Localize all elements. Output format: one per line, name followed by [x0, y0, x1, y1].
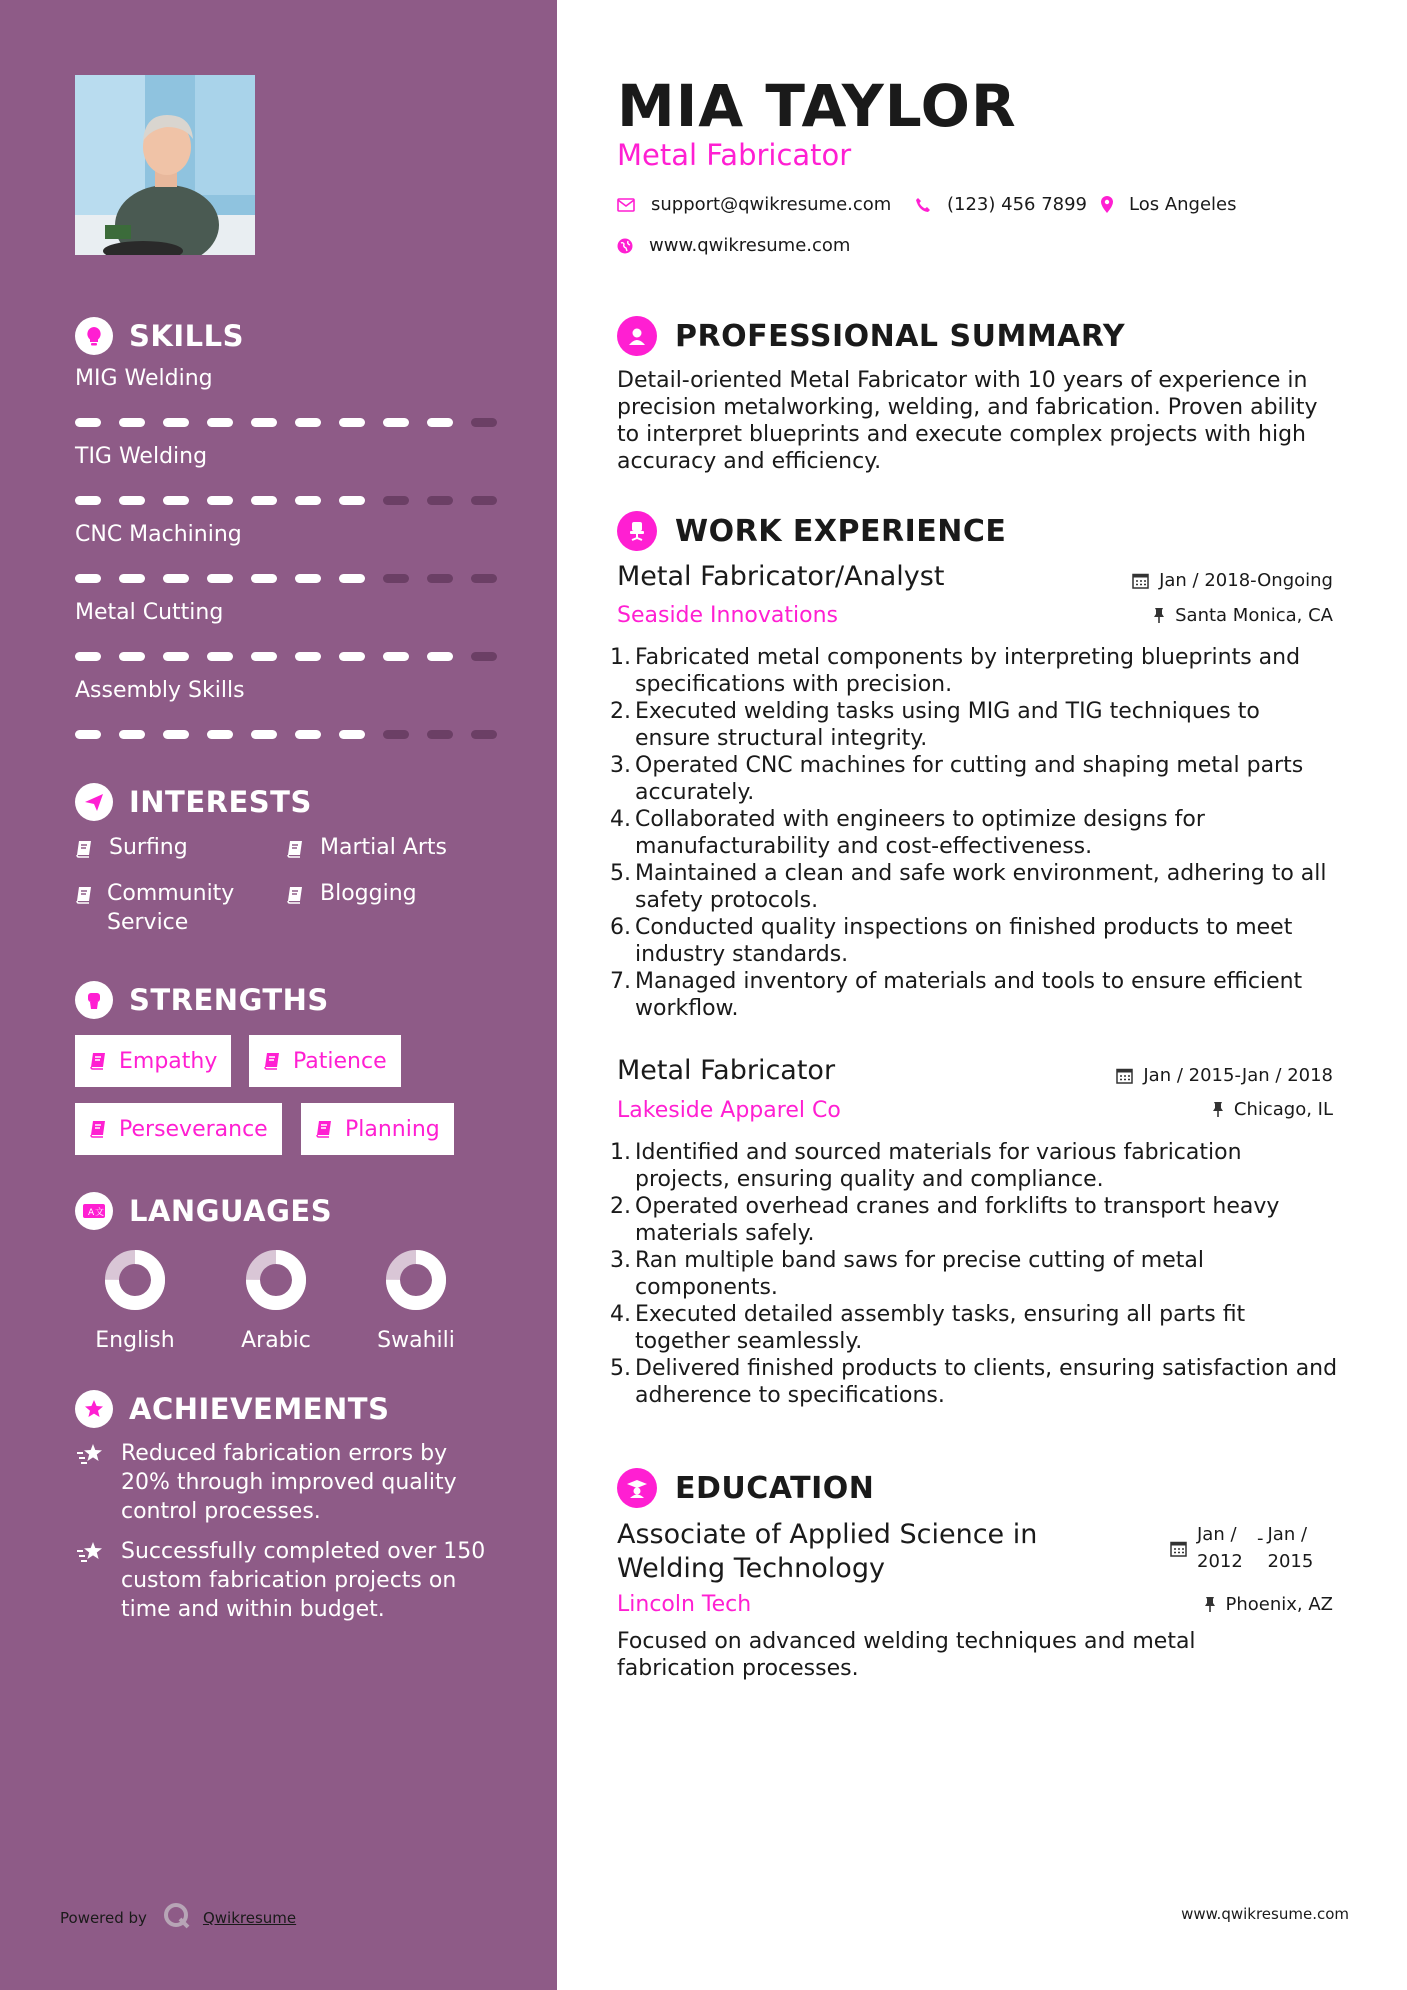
skill-level-segment — [295, 418, 321, 427]
book-icon — [89, 1052, 107, 1070]
skill-level-segment — [339, 418, 365, 427]
skill-level-segment — [471, 418, 497, 427]
skill-level-segment — [383, 730, 409, 739]
degree-title: Associate of Applied Science in Welding Technology — [617, 1519, 1038, 1584]
skill-level-segment — [207, 652, 233, 661]
skill-level-segment — [251, 496, 277, 505]
school-name: Lincoln Tech — [617, 1592, 752, 1617]
list-item: 7. Managed inventory of materials and tools to ensure efficient workflow. — [610, 969, 1303, 1021]
calendar-icon — [1132, 572, 1149, 589]
book-icon — [286, 879, 306, 912]
experience-heading: WORK EXPERIENCE — [617, 511, 1006, 551]
skill-name: MIG Welding — [75, 366, 213, 391]
list-item: 5. Maintained a clean and safe work environment, adhering to all safety protocols. — [610, 861, 1327, 913]
skill-level-segment — [427, 496, 453, 505]
skill-level-segment — [119, 418, 145, 427]
skill-level-segment — [163, 730, 189, 739]
skill-level-segment — [163, 574, 189, 583]
star-icon — [75, 1390, 113, 1428]
user-icon — [617, 316, 657, 356]
qwikresume-logo-icon — [163, 1902, 191, 1934]
job-title: Metal Fabricator/Analyst — [617, 561, 945, 592]
skill-level-segment — [251, 730, 277, 739]
book-icon — [89, 1120, 107, 1138]
contact-email[interactable]: support@qwikresume.com — [617, 194, 891, 215]
qwikresume-link[interactable]: Qwikresume — [202, 1909, 297, 1927]
skill-level-segment — [119, 730, 145, 739]
skill-name: CNC Machining — [75, 522, 242, 547]
skills-heading: SKILLS — [75, 317, 244, 355]
skill-level-segment — [383, 652, 409, 661]
achievements-heading: ACHIEVEMENTS — [75, 1390, 389, 1428]
summary-text: Detail-oriented Metal Fabricator with 10 years of experience in precision metalworking, welding, and fabrication. Proven ability to interpret blueprints and execute complex projects with high accuracy and efficiency. — [617, 368, 1318, 474]
skill-level-segment — [339, 574, 365, 583]
skill-level-segment — [251, 574, 277, 583]
pushpin-icon — [1204, 1596, 1216, 1613]
education-heading: EDUCATION — [617, 1468, 874, 1508]
skill-level-segment — [163, 418, 189, 427]
language-swahili: Swahili — [361, 1248, 471, 1353]
interest-item: Community Service — [75, 879, 265, 937]
language-arabic: Arabic — [221, 1248, 331, 1353]
summary-heading: PROFESSIONAL SUMMARY — [617, 316, 1125, 356]
list-item: 1. Identified and sourced materials for various fabrication projects, ensuring quality and compliance. — [610, 1140, 1242, 1192]
language-ring — [103, 1248, 167, 1312]
list-item: 3. Operated CNC machines for cutting and shaping metal parts accurately. — [610, 753, 1304, 805]
skill-level-segment — [383, 418, 409, 427]
lightbulb-icon — [75, 317, 113, 355]
skill-name: Metal Cutting — [75, 600, 224, 625]
phone-icon — [915, 197, 931, 213]
achievement-item: Successfully completed over 150 custom fabrication projects on time and within budget. — [75, 1537, 495, 1624]
skill-level-segment — [339, 496, 365, 505]
job-location: Santa Monica, CA — [1153, 605, 1333, 626]
strength-tag: Planning — [301, 1103, 454, 1155]
skill-level-segment — [383, 496, 409, 505]
skill-level-segment — [251, 652, 277, 661]
skill-level-segment — [427, 418, 453, 427]
list-item: 4. Executed detailed assembly tasks, ensuring all parts fit together seamlessly. — [610, 1302, 1246, 1354]
pushpin-icon — [1153, 607, 1165, 624]
contact-website[interactable]: www.qwikresume.com — [617, 235, 850, 256]
skill-level-segment — [207, 730, 233, 739]
achievement-item: Reduced fabrication errors by 20% through improved quality control processes. — [75, 1439, 495, 1526]
list-item: 5. Delivered finished products to clients, ensuring satisfaction and adherence to specifications. — [610, 1356, 1338, 1408]
education-description: Focused on advanced welding techniques and metal fabrication processes. — [617, 1629, 1196, 1681]
profile-photo — [75, 75, 255, 255]
strength-tag: Perseverance — [75, 1103, 282, 1155]
contact-location: Los Angeles — [1101, 194, 1237, 215]
skill-level-segment — [427, 574, 453, 583]
list-item: 2. Executed welding tasks using MIG and TIG techniques to ensure structural integrity. — [610, 699, 1260, 751]
envelope-icon — [617, 198, 635, 212]
skill-level-bar — [75, 418, 515, 427]
language-ring — [244, 1248, 308, 1312]
skill-level-bar — [75, 574, 515, 583]
book-icon — [75, 879, 93, 912]
skill-level-bar — [75, 652, 515, 661]
skill-level-segment — [75, 652, 101, 661]
job-bullets — [610, 644, 1340, 1022]
skill-level-segment — [75, 574, 101, 583]
skill-level-segment — [339, 730, 365, 739]
skill-level-segment — [207, 496, 233, 505]
job-company: Lakeside Apparel Co — [617, 1098, 841, 1123]
book-icon — [75, 833, 95, 866]
graduate-icon — [617, 1468, 657, 1508]
skill-level-segment — [295, 730, 321, 739]
interests-heading: INTERESTS — [75, 783, 312, 821]
job-location: Chicago, IL — [1212, 1099, 1333, 1120]
map-pin-icon — [1101, 196, 1113, 213]
skill-level-segment — [471, 730, 497, 739]
candidate-role: Metal Fabricator — [617, 138, 852, 172]
list-item: 4. Collaborated with engineers to optimize designs for manufacturability and cost-effectiveness. — [610, 807, 1205, 859]
candidate-name: MIA TAYLOR — [617, 72, 1017, 140]
skill-level-segment — [163, 652, 189, 661]
fist-icon — [75, 981, 113, 1019]
interest-item: Surfing — [75, 833, 188, 866]
skill-level-segment — [471, 652, 497, 661]
interest-item: Martial Arts — [286, 833, 447, 866]
contact-phone[interactable]: (123) 456 7899 — [915, 194, 1087, 215]
strength-tag: Patience — [249, 1035, 401, 1087]
skill-name: Assembly Skills — [75, 678, 245, 703]
list-item: 3. Ran multiple band saws for precise cutting of metal components. — [610, 1248, 1204, 1300]
skill-level-segment — [295, 652, 321, 661]
translate-icon — [75, 1192, 113, 1230]
education-dates: Jan / 2012 - Jan / 2015 — [1170, 1521, 1313, 1575]
list-item: 2. Operated overhead cranes and forklifts to transport heavy materials safely. — [610, 1194, 1280, 1246]
skill-level-segment — [163, 496, 189, 505]
footer-url[interactable]: www.qwikresume.com — [1181, 1905, 1349, 1923]
education-location: Phoenix, AZ — [1204, 1594, 1334, 1615]
book-icon — [286, 833, 306, 866]
skill-level-segment — [295, 496, 321, 505]
strength-tag: Empathy — [75, 1035, 231, 1087]
skill-level-segment — [119, 574, 145, 583]
skill-level-segment — [295, 574, 321, 583]
language-english: English — [80, 1248, 190, 1353]
powered-by: Powered by Qwikresume — [60, 1902, 296, 1934]
skill-level-segment — [207, 574, 233, 583]
skill-level-segment — [383, 574, 409, 583]
calendar-icon — [1116, 1067, 1133, 1084]
job-company: Seaside Innovations — [617, 603, 838, 628]
skill-level-bar — [75, 496, 515, 505]
strengths-heading: STRENGTHS — [75, 981, 329, 1019]
star-shooting-icon — [75, 1439, 107, 1475]
office-chair-icon — [617, 511, 657, 551]
language-ring — [384, 1248, 448, 1312]
skill-level-segment — [427, 652, 453, 661]
skill-name: TIG Welding — [75, 444, 208, 469]
skill-level-segment — [471, 496, 497, 505]
skill-level-segment — [119, 496, 145, 505]
paper-plane-icon — [75, 783, 113, 821]
star-shooting-icon — [75, 1537, 107, 1573]
job-dates: Jan / 2015-Jan / 2018 — [1116, 1065, 1333, 1086]
book-icon — [315, 1120, 333, 1138]
skill-level-segment — [207, 418, 233, 427]
svg-text:A: A — [88, 1208, 95, 1218]
skill-level-segment — [75, 496, 101, 505]
list-item: 6. Conducted quality inspections on finished products to meet industry standards. — [610, 915, 1293, 967]
job-title: Metal Fabricator — [617, 1055, 836, 1086]
job-bullets — [610, 1139, 1340, 1409]
sidebar — [0, 0, 557, 1990]
svg-text:文: 文 — [95, 1208, 105, 1218]
skill-level-segment — [119, 652, 145, 661]
skill-level-segment — [427, 730, 453, 739]
list-item: 1. Fabricated metal components by interpreting blueprints and specifications with precision. — [610, 645, 1301, 697]
globe-icon — [617, 238, 633, 254]
skill-level-segment — [471, 574, 497, 583]
skill-level-segment — [251, 418, 277, 427]
calendar-icon — [1170, 1540, 1187, 1557]
languages-heading: A 文 LANGUAGES — [75, 1192, 332, 1230]
pushpin-icon — [1212, 1101, 1224, 1118]
job-dates: Jan / 2018-Ongoing — [1132, 570, 1333, 591]
skill-level-segment — [75, 730, 101, 739]
interest-item: Blogging — [286, 879, 417, 912]
skill-level-bar — [75, 730, 515, 739]
book-icon — [263, 1052, 281, 1070]
skill-level-segment — [75, 418, 101, 427]
skill-level-segment — [339, 652, 365, 661]
